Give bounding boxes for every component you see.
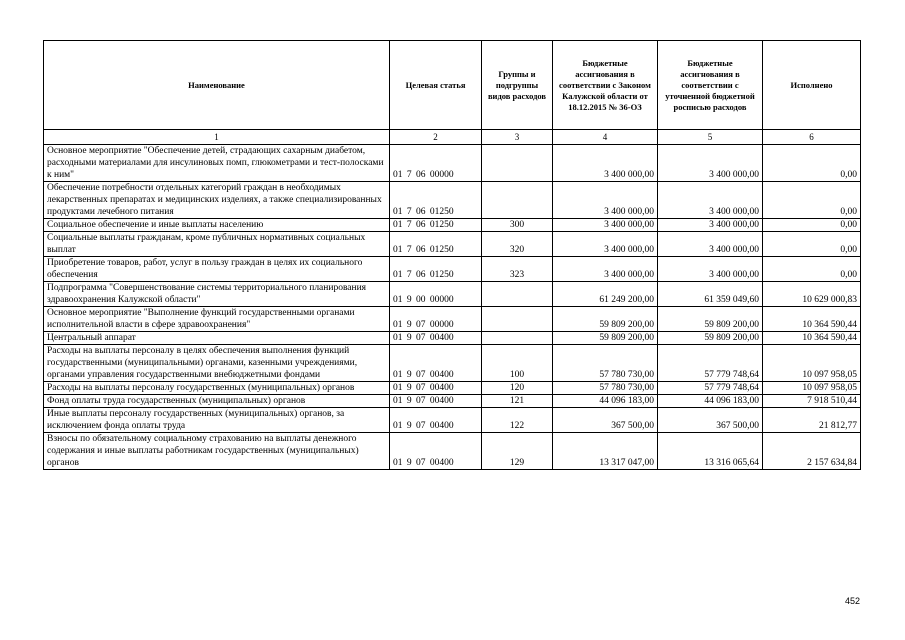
row-law: 57 780 730,00: [553, 345, 658, 382]
column-number: 5: [658, 130, 763, 145]
column-number: 6: [763, 130, 861, 145]
row-executed: 2 157 634,84: [763, 433, 861, 470]
row-group: 300: [482, 219, 553, 232]
table-row: [44, 145, 861, 182]
row-name: Обеспечение потребности отдельных категорий граждан в необходимых лекарственных препаратах и медицинских изделиях, а также специализированных продуктами лечебного питания: [44, 182, 390, 219]
row-executed: 10 097 958,05: [763, 382, 861, 395]
row-name: Взносы по обязательному социальному страхованию на выплаты денежного содержания и иные выплаты работникам государственных (муниципальных) органов: [44, 433, 390, 470]
row-refined: 57 779 748,64: [658, 345, 763, 382]
row-name: Расходы на выплаты персоналу государственных (муниципальных) органов: [44, 382, 390, 395]
budget-table: [43, 40, 861, 470]
row-code: 01 7 06 01250: [390, 257, 482, 282]
row-executed: 0,00: [763, 257, 861, 282]
row-code: 01 7 06 01250: [390, 219, 482, 232]
header-refined: Бюджетные ассигнования в соответствии с уточненной бюджетной росписью расходов: [658, 41, 763, 130]
row-law: 3 400 000,00: [553, 232, 658, 257]
row-refined: 3 400 000,00: [658, 145, 763, 182]
column-number: 4: [553, 130, 658, 145]
row-name: Социальное обеспечение и иные выплаты населению: [44, 219, 390, 232]
row-law: 13 317 047,00: [553, 433, 658, 470]
row-law: 3 400 000,00: [553, 145, 658, 182]
table-row: [44, 433, 861, 470]
header-row: [44, 41, 861, 130]
row-law: 3 400 000,00: [553, 219, 658, 232]
column-number: 2: [390, 130, 482, 145]
row-code: 01 9 07 00400: [390, 382, 482, 395]
table-row: [44, 257, 861, 282]
row-refined: 3 400 000,00: [658, 219, 763, 232]
page-number: 452: [845, 596, 861, 606]
row-group: [482, 307, 553, 332]
row-refined: 3 400 000,00: [658, 182, 763, 219]
row-law: 59 809 200,00: [553, 332, 658, 345]
row-executed: 21 812,77: [763, 408, 861, 433]
row-refined: 61 359 049,60: [658, 282, 763, 307]
row-refined: 57 779 748,64: [658, 382, 763, 395]
column-number: 3: [482, 130, 553, 145]
table-row: [44, 282, 861, 307]
row-law: 3 400 000,00: [553, 182, 658, 219]
row-name: Основное мероприятие "Обеспечение детей, страдающих сахарным диабетом, расходными материалами для инсулиновых помп, глюкометрами и тест-полосками к ним": [44, 145, 390, 182]
row-group: [482, 182, 553, 219]
table-row: [44, 332, 861, 345]
row-code: 01 9 07 00000: [390, 307, 482, 332]
row-group: 100: [482, 345, 553, 382]
row-executed: 10 364 590,44: [763, 332, 861, 345]
row-executed: 7 918 510,44: [763, 395, 861, 408]
row-law: 44 096 183,00: [553, 395, 658, 408]
row-law: 59 809 200,00: [553, 307, 658, 332]
table-row: [44, 382, 861, 395]
header-name: Наименование: [44, 41, 390, 130]
row-refined: 367 500,00: [658, 408, 763, 433]
header-executed: Исполнено: [763, 41, 861, 130]
row-name: Центральный аппарат: [44, 332, 390, 345]
row-refined: 3 400 000,00: [658, 257, 763, 282]
row-group: 120: [482, 382, 553, 395]
row-law: 61 249 200,00: [553, 282, 658, 307]
table-row: [44, 408, 861, 433]
row-group: 320: [482, 232, 553, 257]
table-row: [44, 219, 861, 232]
row-code: 01 7 06 01250: [390, 232, 482, 257]
column-number: 1: [44, 130, 390, 145]
row-name: Подпрограмма "Совершенствование системы территориального планирования здравоохранения Калужской области": [44, 282, 390, 307]
row-group: 121: [482, 395, 553, 408]
row-code: 01 9 07 00400: [390, 332, 482, 345]
row-code: 01 9 07 00400: [390, 395, 482, 408]
row-refined: 13 316 065,64: [658, 433, 763, 470]
row-group: 129: [482, 433, 553, 470]
row-executed: 10 097 958,05: [763, 345, 861, 382]
row-code: 01 9 07 00400: [390, 408, 482, 433]
header-law: Бюджетные ассигнования в соответствии с Законом Калужской области от 18.12.2015 № 36-ОЗ: [553, 41, 658, 130]
row-executed: 0,00: [763, 232, 861, 257]
table-row: [44, 232, 861, 257]
table-row: [44, 182, 861, 219]
row-executed: 0,00: [763, 145, 861, 182]
row-refined: 59 809 200,00: [658, 307, 763, 332]
row-group: [482, 332, 553, 345]
table-row: [44, 307, 861, 332]
row-law: 367 500,00: [553, 408, 658, 433]
row-law: 3 400 000,00: [553, 257, 658, 282]
row-name: Расходы на выплаты персоналу в целях обеспечения выполнения функций государственными (муниципальными) органами, казенными учреждениями, органами управления государственными внебюджетными фондами: [44, 345, 390, 382]
row-executed: 10 629 000,83: [763, 282, 861, 307]
row-name: Социальные выплаты гражданам, кроме публичных нормативных социальных выплат: [44, 232, 390, 257]
header-groups: Группы и подгруппы видов расходов: [482, 41, 553, 130]
row-code: 01 9 07 00400: [390, 345, 482, 382]
table-row: [44, 345, 861, 382]
row-name: Приобретение товаров, работ, услуг в пользу граждан в целях их социального обеспечения: [44, 257, 390, 282]
row-group: [482, 145, 553, 182]
row-group: 323: [482, 257, 553, 282]
row-name: Фонд оплаты труда государственных (муниципальных) органов: [44, 395, 390, 408]
row-group: 122: [482, 408, 553, 433]
header-target: Целевая статья: [390, 41, 482, 130]
row-executed: 0,00: [763, 182, 861, 219]
row-name: Основное мероприятие "Выполнение функций государственными органами исполнительной власти в сфере здравоохранения": [44, 307, 390, 332]
row-executed: 10 364 590,44: [763, 307, 861, 332]
row-code: 01 7 06 01250: [390, 182, 482, 219]
row-code: 01 9 00 00000: [390, 282, 482, 307]
row-code: 01 7 06 00000: [390, 145, 482, 182]
row-refined: 3 400 000,00: [658, 232, 763, 257]
column-number-row: [44, 130, 861, 145]
row-refined: 59 809 200,00: [658, 332, 763, 345]
table-row: [44, 395, 861, 408]
row-name: Иные выплаты персоналу государственных (муниципальных) органов, за исключением фонда оплаты труда: [44, 408, 390, 433]
row-law: 57 780 730,00: [553, 382, 658, 395]
row-code: 01 9 07 00400: [390, 433, 482, 470]
row-executed: 0,00: [763, 219, 861, 232]
row-group: [482, 282, 553, 307]
row-refined: 44 096 183,00: [658, 395, 763, 408]
